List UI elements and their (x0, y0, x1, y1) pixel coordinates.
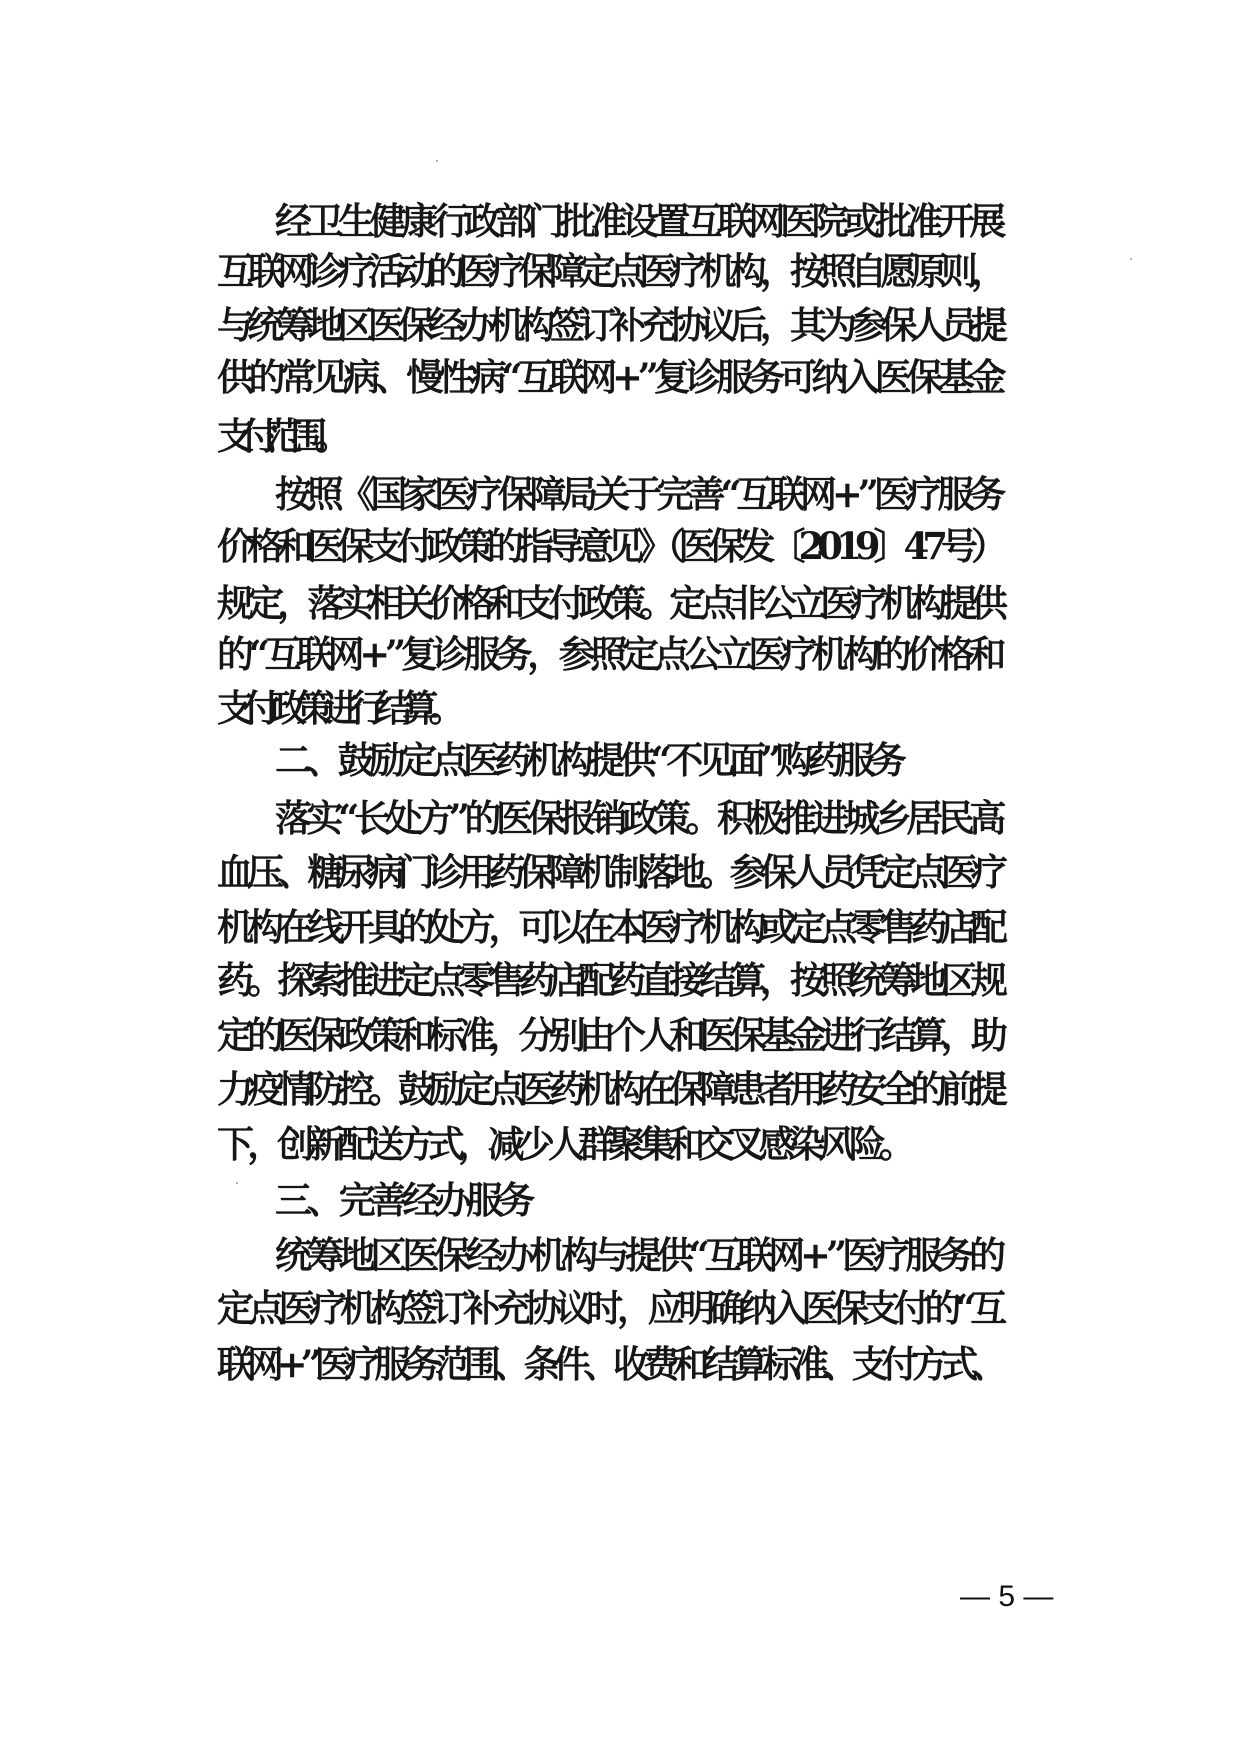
paragraph-3-line-6: 力疫情防控。鼓励定点医药机构在保障患者用药安全的前提 (217, 1067, 1001, 1111)
paragraph-3-line-5: 定的医保政策和标准，分别由个人和医保基金进行结算，助 (217, 1013, 1001, 1057)
scan-speck (236, 1182, 238, 1184)
paragraph-4-line-2: 定点医疗机构签订补充协议时，应明确纳入医保支付的“互 (217, 1286, 1001, 1330)
paragraph-3-line-3: 机构在线开具的处方，可以在本医疗机构或定点零售药店配 (217, 905, 1001, 949)
paragraph-2-line-1: 按照《国家医疗保障局关于完善“互联网+”医疗服务 (275, 472, 1001, 516)
paragraph-2-line-5: 支付政策进行结算。 (217, 686, 455, 730)
paragraph-2-line-3: 规定，落实相关价格和支付政策。定点非公立医疗机构提供 (217, 581, 1001, 625)
paragraph-1-line-4: 供的常见病、慢性病“互联网+”复诊服务可纳入医保基金 (217, 355, 1001, 399)
paragraph-1-line-2: 互联网诊疗活动的医疗保障定点医疗机构，按照自愿原则， (217, 249, 1001, 293)
page-number: — 5 — (960, 1580, 1054, 1613)
paragraph-2-line-2: 价格和医保支付政策的指导意见》（医保发〔2019〕47号） (217, 524, 1001, 568)
section-heading-2: 二、鼓励定点医药机构提供“不见面”购药服务 (275, 738, 901, 782)
paragraph-3-line-1: 落实“长处方”的医保报销政策。积极推进城乡居民高 (275, 796, 1001, 840)
paragraph-1-line-3: 与统筹地区医保经办机构签订补充协议后，其为参保人员提 (217, 303, 1001, 347)
paragraph-3-line-4: 药。探索推进定点零售药店配药直接结算，按照统筹地区规 (217, 958, 1001, 1002)
scan-speck (1130, 258, 1132, 260)
section-heading-3: 三、完善经办服务 (275, 1178, 530, 1222)
paragraph-1-line-1: 经卫生健康行政部门批准设置互联网医院或批准开展 (275, 199, 1001, 243)
paragraph-2-line-4: 的“互联网+”复诊服务，参照定点公立医疗机构的价格和 (217, 632, 1001, 676)
paragraph-4-line-1: 统筹地区医保经办机构与提供“互联网+”医疗服务的 (275, 1233, 1001, 1277)
paragraph-3-line-7: 下，创新配送方式，减少人群聚集和交叉感染风险。 (217, 1122, 909, 1166)
paragraph-1-line-5: 支付范围。 (217, 414, 339, 458)
paragraph-4-line-3: 联网+”医疗服务范围、条件、收费和结算标准、支付方式、 (217, 1342, 1001, 1386)
scan-speck (436, 160, 438, 162)
paragraph-3-line-2: 血压、糖尿病门诊用药保障机制落地。参保人员凭定点医疗 (217, 850, 1001, 894)
